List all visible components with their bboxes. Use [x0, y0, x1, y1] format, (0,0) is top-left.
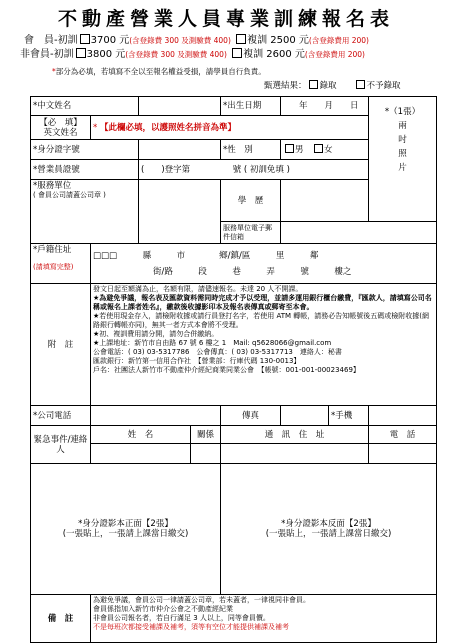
mobile-field[interactable] [369, 406, 437, 426]
attach-line: 發文日起至額滿為止，名額有限，請儘速報名。未達 20 人不開課。 [93, 285, 303, 293]
address-line1: □□□ 縣 市 鄉/鎮/區 里 鄰 [93, 250, 319, 261]
emergency-name-header: 姓 名 [91, 426, 191, 444]
fee-nonmember-row [20, 48, 452, 61]
address-line2: 街/路 段 巷 弄 號 樓之 [153, 266, 352, 277]
remarks-notes [91, 595, 437, 643]
id-number-field[interactable] [139, 140, 221, 160]
remarks-label: 備 註 [31, 595, 91, 643]
photo-line: 片 [398, 163, 407, 173]
chinese-name-label: *中文姓名 [31, 97, 139, 116]
dob-year: 年 [298, 101, 308, 111]
fax-label: 傳真 [221, 406, 281, 426]
mobile-label: *手機 [329, 406, 369, 426]
attach-notes [91, 284, 437, 406]
attach-line: 戶名：社團法人新竹市不動產仲介經紀商業同業公會 【帳號：001-001-00023469】 [93, 366, 360, 374]
fee-member-note: (含登錄費 300 及測驗費 400) [129, 36, 231, 45]
review-result [264, 80, 401, 92]
review-reject: 不予錄取 [366, 81, 401, 91]
attach-line: ★若使用現金存入，請檢附收據或請行員登打名字，若使用 ATM 轉帳，請務必告知帳號後五碼或檢附收據(網路銀行轉帳亦同)，無其一者方式本會將不受理。 [93, 312, 430, 329]
chinese-name-field[interactable] [139, 97, 221, 116]
company-phone-label: *公司電話 [31, 406, 91, 426]
fee-nonmember-label: 非會員-初訓 [20, 49, 74, 60]
emergency-address-header: 通 訊 住 址 [221, 426, 369, 444]
required-tag: 【必 填】 [39, 117, 82, 128]
attach-label: 附 註 [31, 284, 91, 406]
address-field[interactable] [91, 244, 437, 284]
english-name-field[interactable] [91, 116, 369, 140]
dob-day: 日 [350, 101, 359, 111]
fee-member-label: 會 員-初訓 [24, 35, 78, 46]
note-star: * [52, 67, 56, 76]
company-label-text: *服務單位 [33, 181, 72, 191]
remarks-line: 為避免爭議，會員公司一律請蓋公司章，若未蓋者，一律視同非會員。 [93, 596, 310, 604]
photo-line: 吋 [398, 135, 407, 145]
review-accept: 錄取 [319, 81, 337, 91]
attach-line: ★上課地址：新竹市自由路 67 號 6 樓之 1 Mail: q5628066@gmail.com [93, 339, 332, 347]
attach-line: 公會電話：( 03) 03-5317786 公會傳真：( 03) 03-5317713 連絡人：秘書 [93, 348, 342, 356]
education-field[interactable] [281, 180, 369, 222]
dob-label: *出生日期 [221, 97, 281, 116]
education-label: 學 歷 [221, 180, 281, 222]
id-front-sub: (一張貼上，一張請上課當日繳交) [62, 529, 189, 539]
photo-line: *（1張） [384, 107, 421, 117]
attach-line: ★為避免爭議，報名表及匯款資料需同時完成才予以受理，並請多運用銀行櫃台繳費，『匯款人，請填寫公司名稱或報名上課者姓名』，繳款後收據影印本及報名表傳真或郵寄至本會。 [93, 294, 432, 311]
fee-nonmember-amount: 3800 元 [86, 49, 126, 60]
company-label [31, 180, 139, 244]
page-title: 不動產營業人員專業訓練報名表 [57, 8, 394, 30]
id-back-title: *身分證影本反面【2張】 [281, 519, 376, 529]
checkbox[interactable] [232, 48, 242, 58]
emergency-label: 緊急事件/連絡人 [31, 426, 91, 464]
gender-male: 男 [295, 145, 304, 155]
gender-label: *性 別 [221, 140, 281, 160]
photo-line: 兩 [398, 121, 407, 131]
english-name-label [31, 116, 91, 140]
company-field[interactable] [139, 180, 221, 244]
dob-month: 月 [324, 101, 334, 111]
emergency-name-field[interactable] [91, 444, 191, 464]
checkbox[interactable] [285, 144, 294, 153]
emergency-relation-field[interactable] [191, 444, 221, 464]
fee-member-row [24, 34, 452, 47]
id-back-area[interactable] [221, 464, 437, 595]
english-name-text: 英文姓名 [43, 127, 78, 138]
gender-field [281, 140, 369, 160]
english-name-star: * [93, 122, 98, 133]
fee-member-amount: 3700 元 [90, 35, 130, 46]
remarks-line: 不是每班次都接受補課及補考，須等有空位才能提供補課及補考 [93, 623, 289, 631]
checkbox[interactable] [314, 144, 323, 153]
required-note [52, 67, 452, 77]
checkbox[interactable] [309, 80, 318, 89]
checkbox[interactable] [76, 48, 86, 58]
emergency-phone-header: 電 話 [369, 426, 437, 444]
english-name-note: 【此欄必填，以護照姓名拼音為準】 [99, 122, 236, 133]
address-label-text: *戶籍住址 [33, 245, 72, 255]
email-field[interactable] [281, 222, 437, 244]
fee-nonmember-note: (含登錄費 300 及測驗費 400) [125, 50, 227, 59]
photo-area[interactable] [369, 97, 437, 222]
emergency-phone-field[interactable] [369, 444, 437, 464]
checkbox[interactable] [236, 34, 246, 44]
address-label [31, 244, 91, 284]
checkbox[interactable] [356, 80, 365, 89]
attach-line: ★初、複訓費用請分開，請勿合併繳納。 [93, 330, 219, 338]
checkbox[interactable] [80, 34, 90, 44]
attach-line: 匯款銀行：新竹第一信用合作社 【營業部：行庫代碼 130-0013】 [93, 357, 301, 365]
review-label: 甄選結果： [264, 81, 307, 91]
dob-field[interactable] [281, 97, 369, 116]
registration-form [30, 96, 437, 643]
fee-member-re-note: (含登錄費用 200) [308, 36, 369, 45]
id-front-area[interactable] [31, 464, 221, 595]
id-front-title: *身分證影本正面【2張】 [78, 519, 173, 529]
fee-nonmember-re-label: 複訓 2600 元 [243, 49, 305, 60]
emergency-relation-header: 關係 [191, 426, 221, 444]
id-back-sub: (一張貼上，一張請上課當日繳交) [265, 529, 392, 539]
license-label: *營業員證號 [31, 160, 139, 180]
note-text: 部分為必填，若填寫不全以至報名權益受損，請學員自行負責。 [55, 67, 266, 76]
remarks-line: 會員係指加入新竹市仲介公會之不動產經紀業 [93, 605, 233, 613]
emergency-address-field[interactable] [221, 444, 369, 464]
remarks-line: 非會員公司報名者，若自行滿足 3 人以上，同等會員價。 [93, 614, 270, 622]
license-field[interactable]: ( )登字第 號 ( 初訓免填 ) [139, 160, 369, 180]
company-phone-field[interactable] [91, 406, 221, 426]
address-sub: (請填寫完整) [33, 263, 74, 271]
company-sub: ( 會員公司請蓋公司章 ) [33, 191, 106, 199]
id-number-label: *身分證字號 [31, 140, 139, 160]
email-label: 服務單位電子郵件信箱 [221, 222, 281, 244]
fee-member-re-label: 複訓 2500 元 [247, 35, 309, 46]
gender-female: 女 [324, 145, 333, 155]
fax-field[interactable] [281, 406, 329, 426]
photo-line: 照 [398, 149, 407, 159]
fee-nonmember-re-note: (含登錄費用 200) [304, 50, 365, 59]
